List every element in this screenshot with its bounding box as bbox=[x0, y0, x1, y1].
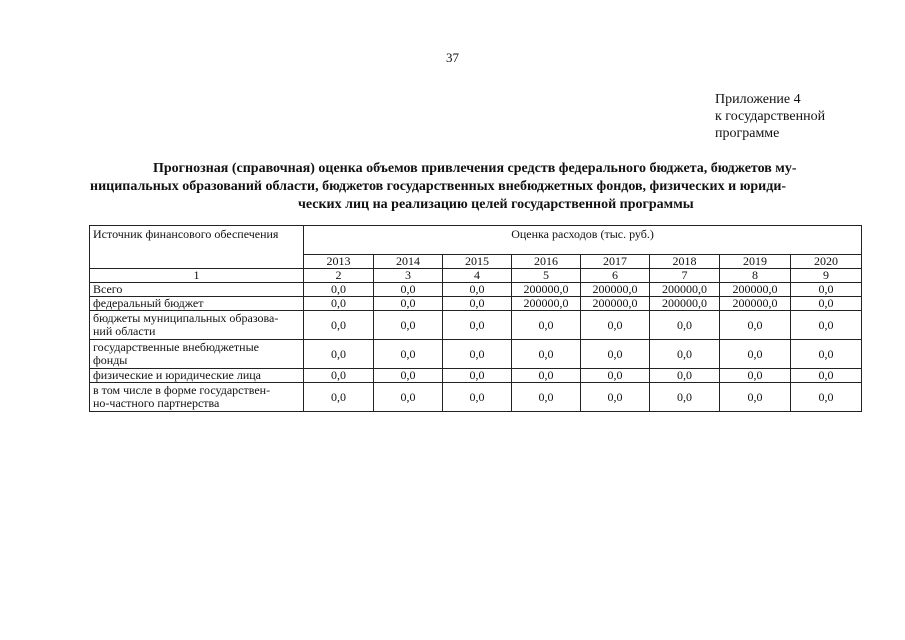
column-number-cell: 6 bbox=[581, 269, 650, 283]
column-number-cell: 2 bbox=[304, 269, 374, 283]
header-row bbox=[90, 226, 862, 255]
year-header-cell: 2017 bbox=[581, 255, 650, 269]
source-label-cell bbox=[90, 283, 304, 297]
cost-header: Оценка расходов (тыс. руб.) bbox=[304, 226, 862, 255]
value-cell: 0,0 bbox=[512, 369, 581, 383]
value-cell: 0,0 bbox=[791, 340, 862, 369]
value-cell: 0,0 bbox=[304, 311, 374, 340]
source-label-line: государственные внебюджетные bbox=[93, 340, 259, 354]
source-label-line: ний области bbox=[93, 324, 156, 338]
column-number-cell: 4 bbox=[443, 269, 512, 283]
column-number-cell: 8 bbox=[720, 269, 791, 283]
year-header-cell: 2018 bbox=[650, 255, 720, 269]
value-cell: 0,0 bbox=[512, 340, 581, 369]
document-title bbox=[90, 160, 860, 214]
column-number-cell: 3 bbox=[374, 269, 443, 283]
value-cell: 0,0 bbox=[720, 311, 791, 340]
value-cell: 0,0 bbox=[720, 369, 791, 383]
table-row bbox=[90, 297, 862, 311]
value-cell: 0,0 bbox=[581, 340, 650, 369]
value-cell: 0,0 bbox=[720, 383, 791, 412]
title-line: ниципальных образований области, бюджетов государственных внебюджетных фондов, физических и юриди- bbox=[90, 179, 787, 194]
value-cell: 0,0 bbox=[374, 383, 443, 412]
value-cell: 0,0 bbox=[650, 311, 720, 340]
value-cell: 0,0 bbox=[650, 369, 720, 383]
value-cell: 0,0 bbox=[650, 340, 720, 369]
source-label-line: бюджеты муниципальных образова- bbox=[93, 311, 279, 325]
column-number-cell: 7 bbox=[650, 269, 720, 283]
value-cell: 0,0 bbox=[791, 369, 862, 383]
year-header-cell: 2014 bbox=[374, 255, 443, 269]
column-numbers-row bbox=[90, 269, 862, 283]
source-label-line: фонды bbox=[93, 353, 128, 367]
value-cell: 0,0 bbox=[304, 340, 374, 369]
year-header-cell: 2016 bbox=[512, 255, 581, 269]
title-line: ческих лиц на реализацию целей государственной программы bbox=[298, 197, 694, 212]
value-cell: 0,0 bbox=[581, 369, 650, 383]
year-header-cell: 2013 bbox=[304, 255, 374, 269]
value-cell: 0,0 bbox=[791, 311, 862, 340]
value-cell: 0,0 bbox=[791, 297, 862, 311]
value-cell: 0,0 bbox=[443, 383, 512, 412]
title-line: Прогнозная (справочная) оценка объемов привлечения средств федерального бюджета, бюджетов му- bbox=[153, 161, 797, 176]
appendix-line: программе bbox=[715, 126, 780, 141]
value-cell: 0,0 bbox=[374, 369, 443, 383]
source-label-cell bbox=[90, 369, 304, 383]
value-cell: 0,0 bbox=[374, 311, 443, 340]
year-header-cell: 2020 bbox=[791, 255, 862, 269]
value-cell: 0,0 bbox=[512, 311, 581, 340]
value-cell: 0,0 bbox=[304, 369, 374, 383]
column-number-cell: 5 bbox=[512, 269, 581, 283]
value-cell: 0,0 bbox=[443, 369, 512, 383]
source-label-cell bbox=[90, 297, 304, 311]
source-label-cell bbox=[90, 340, 304, 369]
table-row bbox=[90, 283, 862, 297]
value-cell: 0,0 bbox=[374, 297, 443, 311]
value-cell: 0,0 bbox=[791, 283, 862, 297]
year-header-cell: 2019 bbox=[720, 255, 791, 269]
financing-table bbox=[89, 225, 862, 412]
table-row bbox=[90, 383, 862, 412]
value-cell: 200000,0 bbox=[720, 297, 791, 311]
value-cell: 200000,0 bbox=[650, 297, 720, 311]
value-cell: 0,0 bbox=[791, 383, 862, 412]
value-cell: 0,0 bbox=[374, 283, 443, 297]
year-header-cell: 2015 bbox=[443, 255, 512, 269]
source-label-line: физические и юридические лица bbox=[93, 368, 261, 382]
value-cell: 200000,0 bbox=[581, 297, 650, 311]
source-label-cell bbox=[90, 311, 304, 340]
appendix-caption bbox=[715, 91, 885, 142]
source-label-line: но-частного партнерства bbox=[93, 396, 220, 410]
value-cell: 200000,0 bbox=[650, 283, 720, 297]
value-cell: 200000,0 bbox=[512, 283, 581, 297]
value-cell: 200000,0 bbox=[512, 297, 581, 311]
value-cell: 0,0 bbox=[304, 383, 374, 412]
value-cell: 200000,0 bbox=[720, 283, 791, 297]
page-number: 37 bbox=[446, 50, 459, 65]
source-label-cell bbox=[90, 383, 304, 412]
table-body bbox=[90, 283, 862, 412]
table-row bbox=[90, 369, 862, 383]
value-cell: 200000,0 bbox=[581, 283, 650, 297]
column-number-cell: 1 bbox=[90, 269, 304, 283]
value-cell: 0,0 bbox=[443, 297, 512, 311]
table-row bbox=[90, 340, 862, 369]
source-header: Источник финансового обеспечения bbox=[90, 226, 304, 269]
value-cell: 0,0 bbox=[581, 383, 650, 412]
value-cell: 0,0 bbox=[443, 283, 512, 297]
value-cell: 0,0 bbox=[581, 311, 650, 340]
value-cell: 0,0 bbox=[304, 297, 374, 311]
value-cell: 0,0 bbox=[443, 311, 512, 340]
table-row bbox=[90, 311, 862, 340]
value-cell: 0,0 bbox=[304, 283, 374, 297]
source-label-line: Всего bbox=[93, 282, 123, 296]
value-cell: 0,0 bbox=[650, 383, 720, 412]
column-number-cell: 9 bbox=[791, 269, 862, 283]
appendix-line: Приложение 4 bbox=[715, 92, 801, 107]
source-label-line: в том числе в форме государствен- bbox=[93, 383, 271, 397]
value-cell: 0,0 bbox=[374, 340, 443, 369]
value-cell: 0,0 bbox=[512, 383, 581, 412]
value-cell: 0,0 bbox=[443, 340, 512, 369]
value-cell: 0,0 bbox=[720, 340, 791, 369]
appendix-line: к государственной bbox=[715, 109, 826, 124]
source-label-line: федеральный бюджет bbox=[93, 296, 204, 310]
